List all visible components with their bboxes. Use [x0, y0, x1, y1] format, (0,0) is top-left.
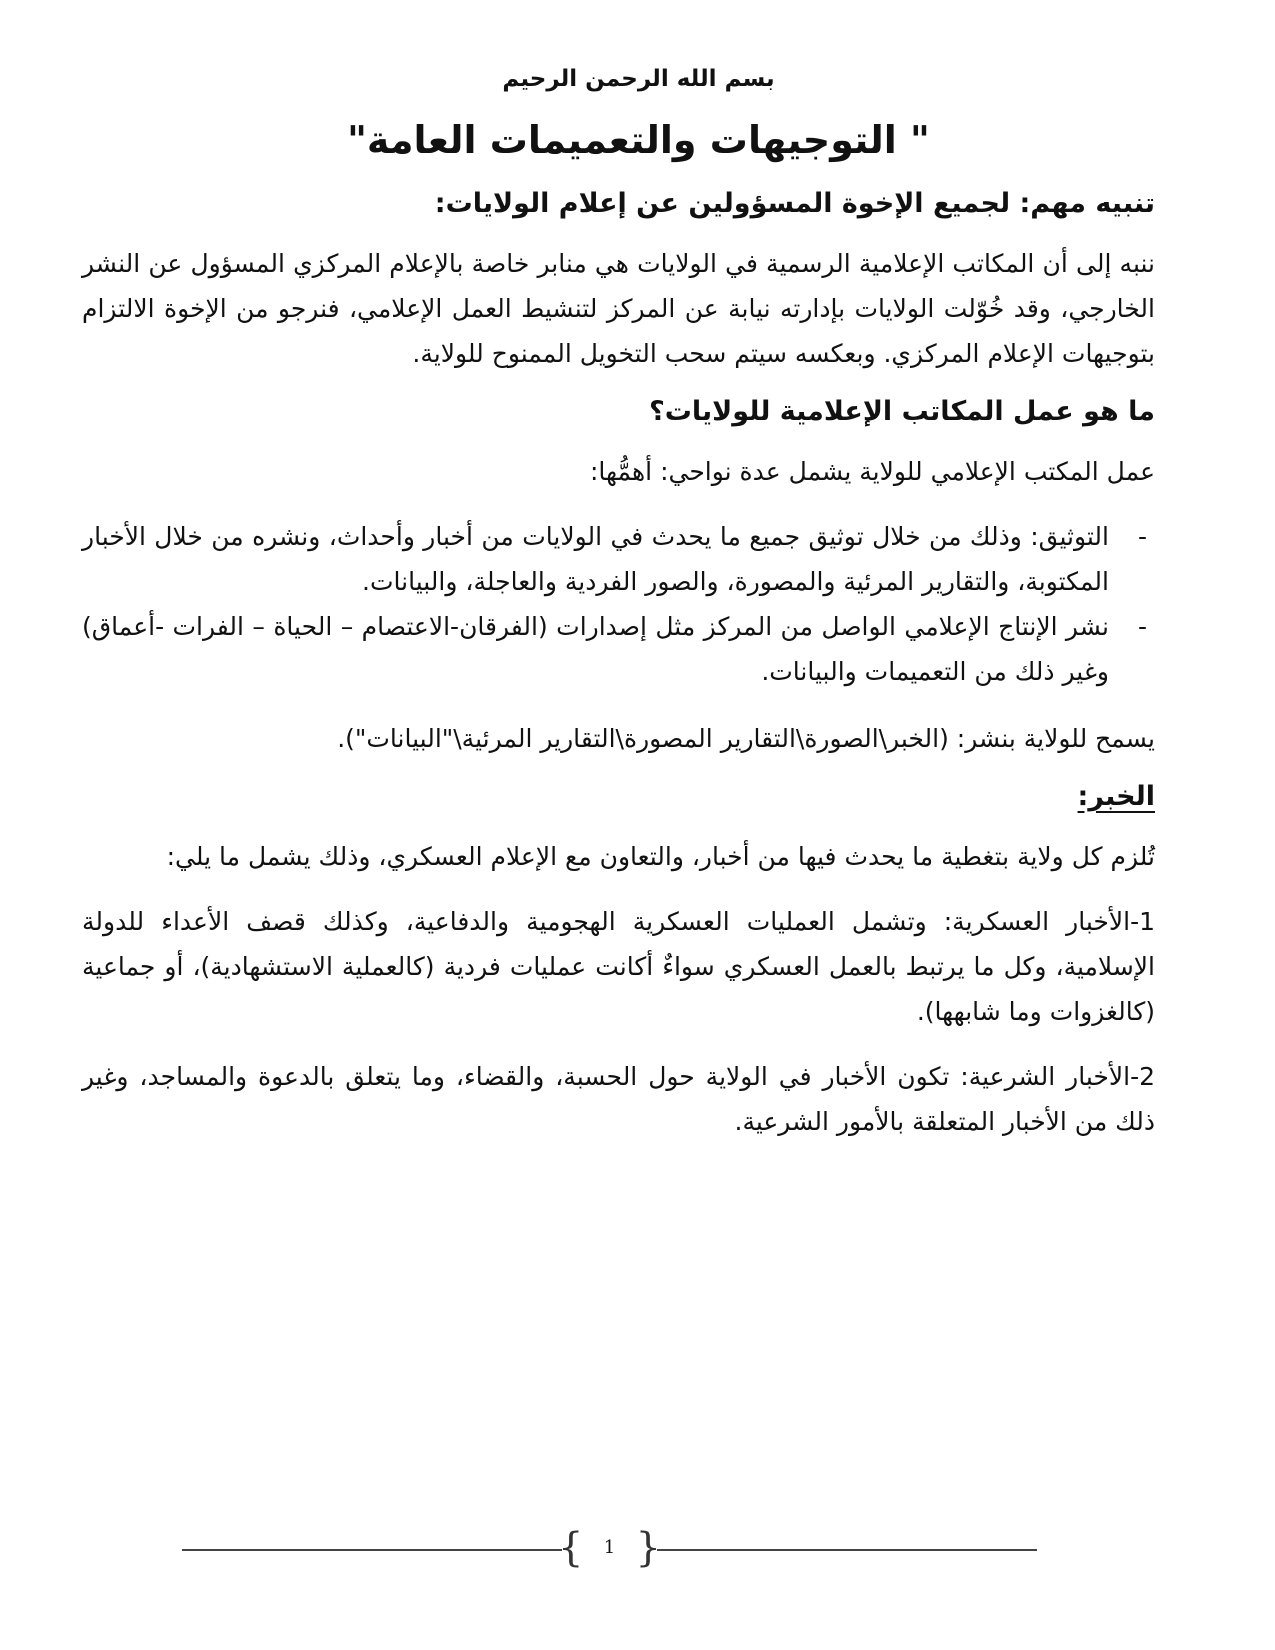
footer-open-bracket: { [558, 1525, 584, 1571]
news-paragraph: تُلزم كل ولاية بتغطية ما يحدث فيها من أخبار، والتعاون مع الإعلام العسكري، وذلك يشمل ما يلي: [166, 842, 1155, 871]
bullet-text: نشر الإنتاج الإعلامي الواصل من المركز مثل إصدارات (الفرقان-الاعتصام – الحياة – الفرات -أعماق) وغير ذلك من التعميمات والبيانات. [82, 612, 1109, 686]
military-news-paragraph: 1-الأخبار العسكرية: وتشمل العمليات العسكرية الهجومية والدفاعية، وكذلك قصف الأعداء للدولة الإسلامية، وكل ما يرتبط بالعمل العسكري سواءٌ أكانت عمليات فردية (كالعملية الاستشهادية)، أو جماعية (كالغزوات وما شابهها). [82, 907, 1155, 1026]
page-number: 1 [603, 1537, 616, 1558]
bullet-list [82, 514, 1155, 694]
list-item [82, 604, 1155, 694]
page-title: " التوجيهات والتعميمات العامة" [347, 118, 930, 162]
page-footer [182, 1525, 1037, 1572]
bullet-marker: - [1137, 522, 1147, 551]
basmala: بسم الله الرحمن الرحيم [502, 66, 775, 92]
sharia-news-paragraph: 2-الأخبار الشرعية: تكون الأخبار في الولاية حول الحسبة، والقضاء، وما يتعلق بالدعوة والمساجد، وغير ذلك من الأخبار المتعلقة بالأمور الشرعية. [82, 1062, 1155, 1136]
bullet-marker: - [1137, 612, 1147, 641]
notice-heading: تنبيه مهم: لجميع الإخوة المسؤولين عن إعلام الولايات: [434, 188, 1155, 219]
bullet-text: التوثيق: وذلك من خلال توثيق جميع ما يحدث في الولايات من أخبار وأحداث، ونشره من خلال الأخبار المكتوبة، والتقارير المرئية والمصورة، والصور الفردية والعاجلة، والبيانات. [82, 522, 1109, 596]
intro-paragraph: عمل المكتب الإعلامي للولاية يشمل عدة نواحي: أهمُّها: [589, 457, 1155, 486]
list-item [82, 514, 1155, 604]
allowed-paragraph: يسمح للولاية بنشر: (الخبر\الصورة\التقارير المصورة\التقارير المرئية\"البيانات"). [337, 724, 1155, 753]
question-heading: ما هو عمل المكاتب الإعلامية للولايات؟ [649, 396, 1155, 427]
footer-close-bracket: } [635, 1525, 661, 1571]
news-heading: الخبر: [1077, 781, 1155, 812]
notice-paragraph: ننبه إلى أن المكاتب الإعلامية الرسمية في الولايات هي منابر خاصة بالإعلام المركزي المسؤول عن النشر الخارجي، وقد خُوّلت الولايات بإدارته نيابة عن المركز لتنشيط العمل الإعلامي، فنرجو من الإخوة الالتزام بتوجيهات الإعلام المركزي. وبعكسه سيتم سحب التخويل الممنوح للولاية. [82, 249, 1155, 368]
document-page [82, 66, 1155, 1164]
